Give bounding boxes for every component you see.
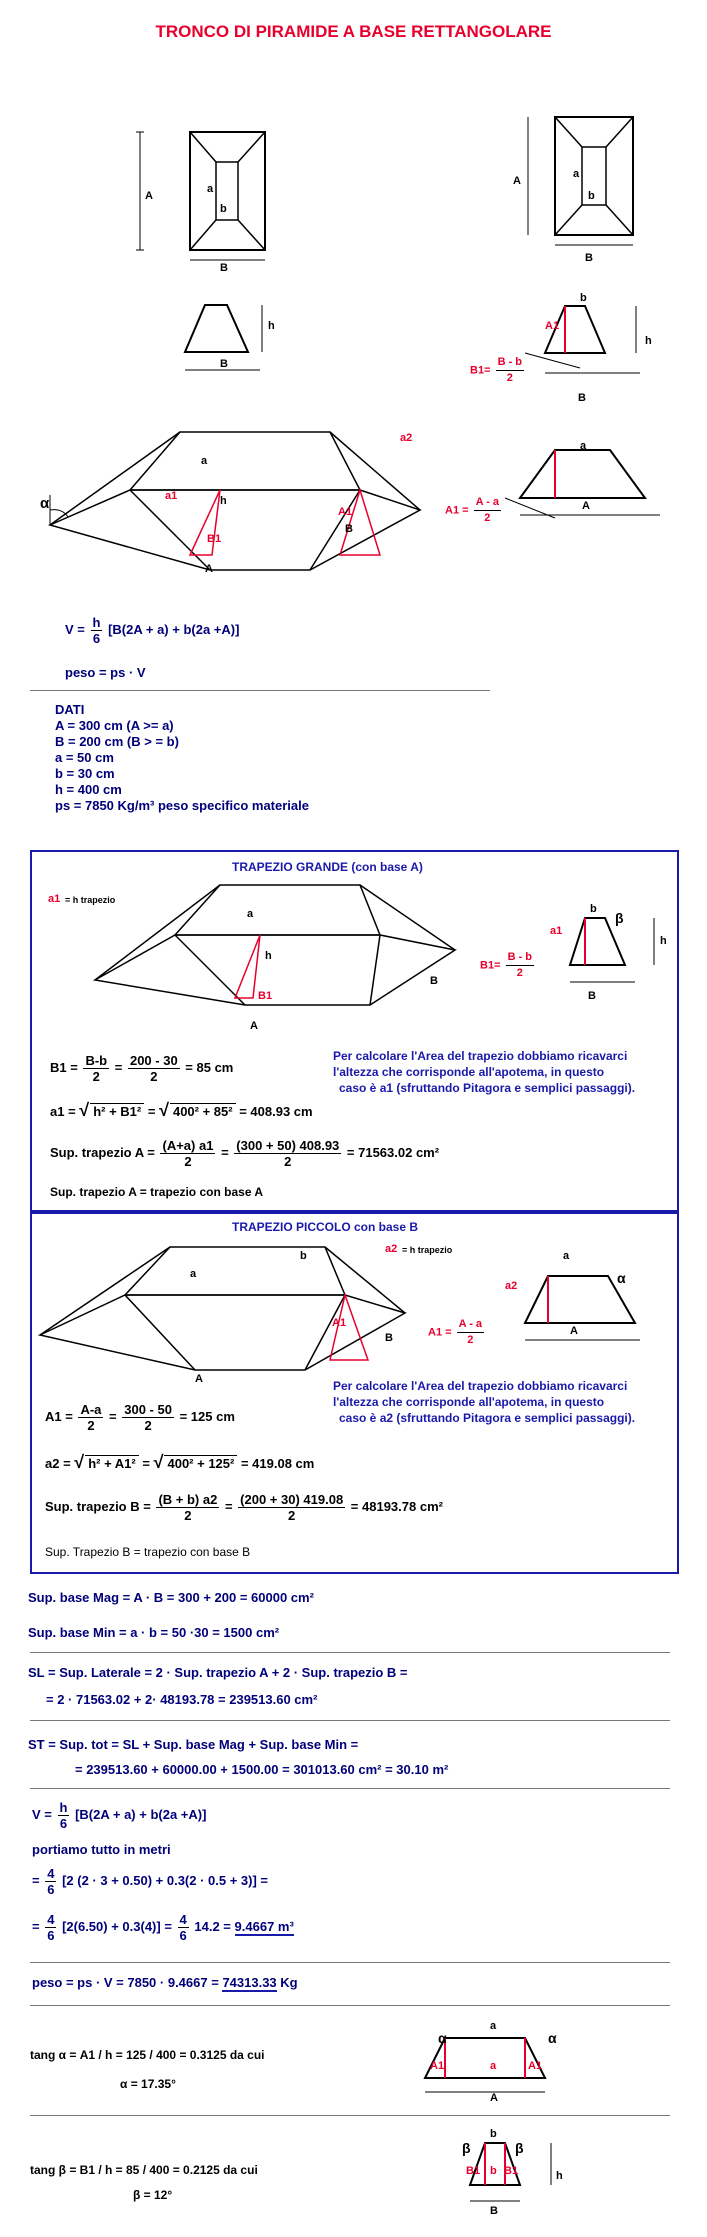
label-beta: β — [462, 2140, 471, 2156]
label-B: B — [220, 358, 228, 370]
label-A: A — [205, 563, 213, 575]
sup-base-min: Sup. base Min = a · b = 50 ·30 = 1500 cm² — [28, 1625, 280, 1640]
sup-trapezio-A-calc: Sup. trapezio A = $\frac{(A+a) a1}{2}$ = $\frac{(300 + 50) 408.93}{2}$ = 71563.02 cm² — [50, 1138, 440, 1169]
sup-base-mag: Sup. base Mag = A · B = 300 + 200 = 60000 cm² — [28, 1590, 314, 1605]
label-B: B — [490, 2205, 498, 2217]
dati-line: a = 50 cm — [55, 750, 114, 765]
label-a1: a1 — [550, 925, 563, 937]
dati-line: A = 300 cm (A >= a) — [55, 718, 174, 733]
volume-formula-2: V = $\frac{h}{6}$ [B(2A + a) + b(2a +A)] — [32, 1800, 207, 1831]
peso-result: 74313.33 — [222, 1975, 277, 1990]
B1-formula-grande: B1= $\frac{B - b}{2}$ — [480, 951, 533, 979]
label-b: b — [490, 2128, 497, 2140]
label-A: A — [250, 1020, 258, 1032]
dati-header: DATI — [55, 702, 85, 717]
label-h: h — [660, 935, 667, 947]
trapezoid-A1-figure — [520, 440, 690, 550]
tang-alpha-calc: tang α = A1 / h = 125 / 400 = 0.3125 da cui — [30, 2048, 265, 2062]
label-a2: a2 — [400, 432, 413, 444]
label-b: b — [588, 190, 595, 202]
label-B1: B1 — [466, 2165, 481, 2177]
label-a: a — [490, 2020, 497, 2032]
superficie-totale-line2: = 239513.60 + 60000.00 + 1500.00 = 301013.60 cm² = 30.10 m² — [75, 1762, 449, 1777]
label-B: B — [578, 392, 586, 404]
label-B: B — [345, 523, 353, 535]
label-A1: A1 — [528, 2060, 543, 2072]
label-a: a — [580, 440, 587, 452]
a1-h-trapezio: = h trapezio — [65, 895, 116, 905]
label-beta: β — [615, 910, 624, 926]
label-b: b — [220, 203, 227, 215]
note-piccolo: Per calcolare l'Area del trapezio dobbiamo ricavarci l'altezza che corrisponde all'apotema, in questo caso è a2 (sfruttando Pitagora e semplici passaggi). — [333, 1379, 636, 1425]
label-A1: A1 — [430, 2060, 445, 2072]
dati-section — [55, 702, 309, 814]
B1-calc: B1 = $\frac{B-b}{2}$ = $\frac{200 - 30}{2}$ = 85 cm — [50, 1053, 234, 1084]
volume-step-2: = $\frac{4}{6}$ [2(6.50) + 0.3(4)] = $\frac{4}{6}$ 14.2 = 9.4667 m³ — [32, 1912, 294, 1943]
page-title: TRONCO DI PIRAMIDE A BASE RETTANGOLARE — [155, 22, 552, 41]
divider — [30, 1962, 670, 1963]
label-a: a — [573, 168, 580, 180]
beta-result: β = 12° — [133, 2188, 173, 2202]
label-a1: a1 — [48, 893, 61, 905]
label-A1: A1 — [545, 320, 560, 332]
B1-formula-top: B1= $\frac{B - b}{2}$ — [470, 356, 523, 384]
label-h: h — [556, 2170, 563, 2182]
label-B1: B1 — [504, 2165, 519, 2177]
sup-trapezio-A-note: Sup. trapezio A = trapezio con base A — [50, 1185, 264, 1199]
label-A1: A1 — [332, 1317, 347, 1329]
divider — [30, 1788, 670, 1789]
label-A: A — [490, 2092, 498, 2104]
trapezio-piccolo-title: TRAPEZIO PICCOLO con base B — [232, 1220, 419, 1234]
superficie-laterale-line2: = 2 · 71563.02 + 2· 48193.78 = 239513.60 cm² — [46, 1692, 318, 1707]
divider — [30, 2005, 670, 2006]
label-a: a — [201, 455, 208, 467]
label-B1: B1 — [207, 533, 222, 545]
peso-formula: peso = ps · V — [65, 665, 146, 680]
label-b: b — [300, 1250, 307, 1262]
label-a: a — [563, 1250, 570, 1262]
label-a1: a1 — [165, 490, 178, 502]
volume-result: 9.4667 m³ — [234, 1918, 294, 1934]
frustum-piccolo-figure — [40, 1235, 410, 1375]
volume-step-1: = $\frac{4}{6}$ [2 (2 · 3 + 0.50) + 0.3(2 · 0.5 + 3)] = — [32, 1866, 269, 1897]
peso-calc: peso = ps · V = 7850 · 9.4667 = 74313.33 Kg — [32, 1975, 298, 1990]
label-alpha: α — [438, 2030, 447, 2046]
label-alpha: α — [548, 2030, 557, 2046]
volume-formula: V = $\frac{h}{6}$ [B(2A + a) + b(2a +A)] — [65, 615, 240, 646]
frustum-3d-figure — [40, 420, 440, 570]
label-B: B — [220, 262, 228, 274]
A1-formula-top: A1 = $\frac{A - a}{2}$ — [445, 496, 500, 524]
note-grande: Per calcolare l'Area del trapezio dobbiamo ricavarci l'altezza che corrisponde all'apotema, in questo caso è a1 (sfruttando Pitagora e semplici passaggi). — [333, 1049, 636, 1095]
dati-line: ps = 7850 Kg/m³ peso specifico materiale — [55, 798, 309, 813]
label-A: A — [195, 1373, 203, 1385]
label-a2: a2 — [505, 1280, 518, 1292]
label-h: h — [645, 335, 652, 347]
divider — [30, 2115, 670, 2116]
top-view-figure-left — [150, 120, 300, 280]
metri-note: portiamo tutto in metri — [32, 1842, 171, 1857]
divider — [30, 1720, 670, 1721]
label-a: a — [247, 908, 254, 920]
label-h: h — [268, 320, 275, 332]
trapezoid-A1-alpha-figure — [525, 1268, 675, 1368]
A1-formula-piccolo: A1 = $\frac{A - a}{2}$ — [428, 1318, 483, 1346]
top-view-figure-right — [530, 112, 680, 272]
label-alpha: α — [617, 1270, 626, 1286]
trapezio-grande-title: TRAPEZIO GRANDE (con base A) — [232, 860, 423, 874]
label-B: B — [585, 252, 593, 264]
trapezoid-B1-figure — [540, 298, 690, 408]
superficie-laterale-line1: SL = Sup. Laterale = 2 · Sup. trapezio A + 2 · Sup. trapezio B = — [28, 1665, 408, 1680]
dati-line: h = 400 cm — [55, 782, 122, 797]
label-h: h — [220, 495, 227, 507]
label-B1: B1 — [258, 990, 273, 1002]
sup-trapezio-B-calc: Sup. trapezio B = $\frac{(B + b) a2}{2}$ = $\frac{(200 + 30) 419.08}{2}$ = 48193.78 cm² — [45, 1492, 443, 1523]
label-a: a — [490, 2060, 497, 2072]
label-B: B — [430, 975, 438, 987]
trapezoid-B1-beta-figure — [570, 910, 680, 1010]
label-B: B — [588, 990, 596, 1002]
A1-calc: A1 = $\frac{A-a}{2}$ = $\frac{300 - 50}{2}$ = 125 cm — [45, 1402, 235, 1433]
label-A: A — [145, 190, 153, 202]
tang-beta-calc: tang β = B1 / h = 85 / 400 = 0.2125 da cui — [30, 2163, 258, 2177]
label-a2: a2 — [385, 1243, 398, 1255]
small-trapezoid-figure — [180, 300, 320, 380]
a2-h-trapezio: = h trapezio — [402, 1245, 453, 1255]
divider — [30, 690, 490, 691]
superficie-totale-line1: ST = Sup. tot = SL + Sup. base Mag + Sup. base Min = — [28, 1737, 359, 1752]
sup-trapezio-B-note: Sup. Trapezio B = trapezio con base B — [45, 1545, 251, 1559]
alpha-result: α = 17.35° — [120, 2077, 176, 2091]
label-A: A — [582, 500, 590, 512]
label-h: h — [265, 950, 272, 962]
label-beta: β — [515, 2140, 524, 2156]
label-b: b — [580, 292, 587, 304]
label-A: A — [570, 1325, 578, 1337]
label-a: a — [207, 183, 214, 195]
dati-line: B = 200 cm (B > = b) — [55, 734, 179, 749]
label-b: b — [490, 2165, 497, 2177]
a2-calc: a2 = √ h² + A1² = √ 400² + 125² = 419.08 cm — [45, 1452, 315, 1472]
divider — [30, 1652, 670, 1653]
label-alpha: α — [40, 495, 50, 512]
label-A: A — [513, 175, 521, 187]
beta-figure — [455, 2135, 565, 2225]
dati-line: b = 30 cm — [55, 766, 115, 781]
a1-calc: a1 = √ h² + B1² = √ 400² + 85² = 408.93 cm — [50, 1100, 313, 1120]
label-B: B — [385, 1332, 393, 1344]
label-A1: A1 — [338, 506, 353, 518]
label-a: a — [190, 1268, 197, 1280]
label-b: b — [590, 903, 597, 915]
